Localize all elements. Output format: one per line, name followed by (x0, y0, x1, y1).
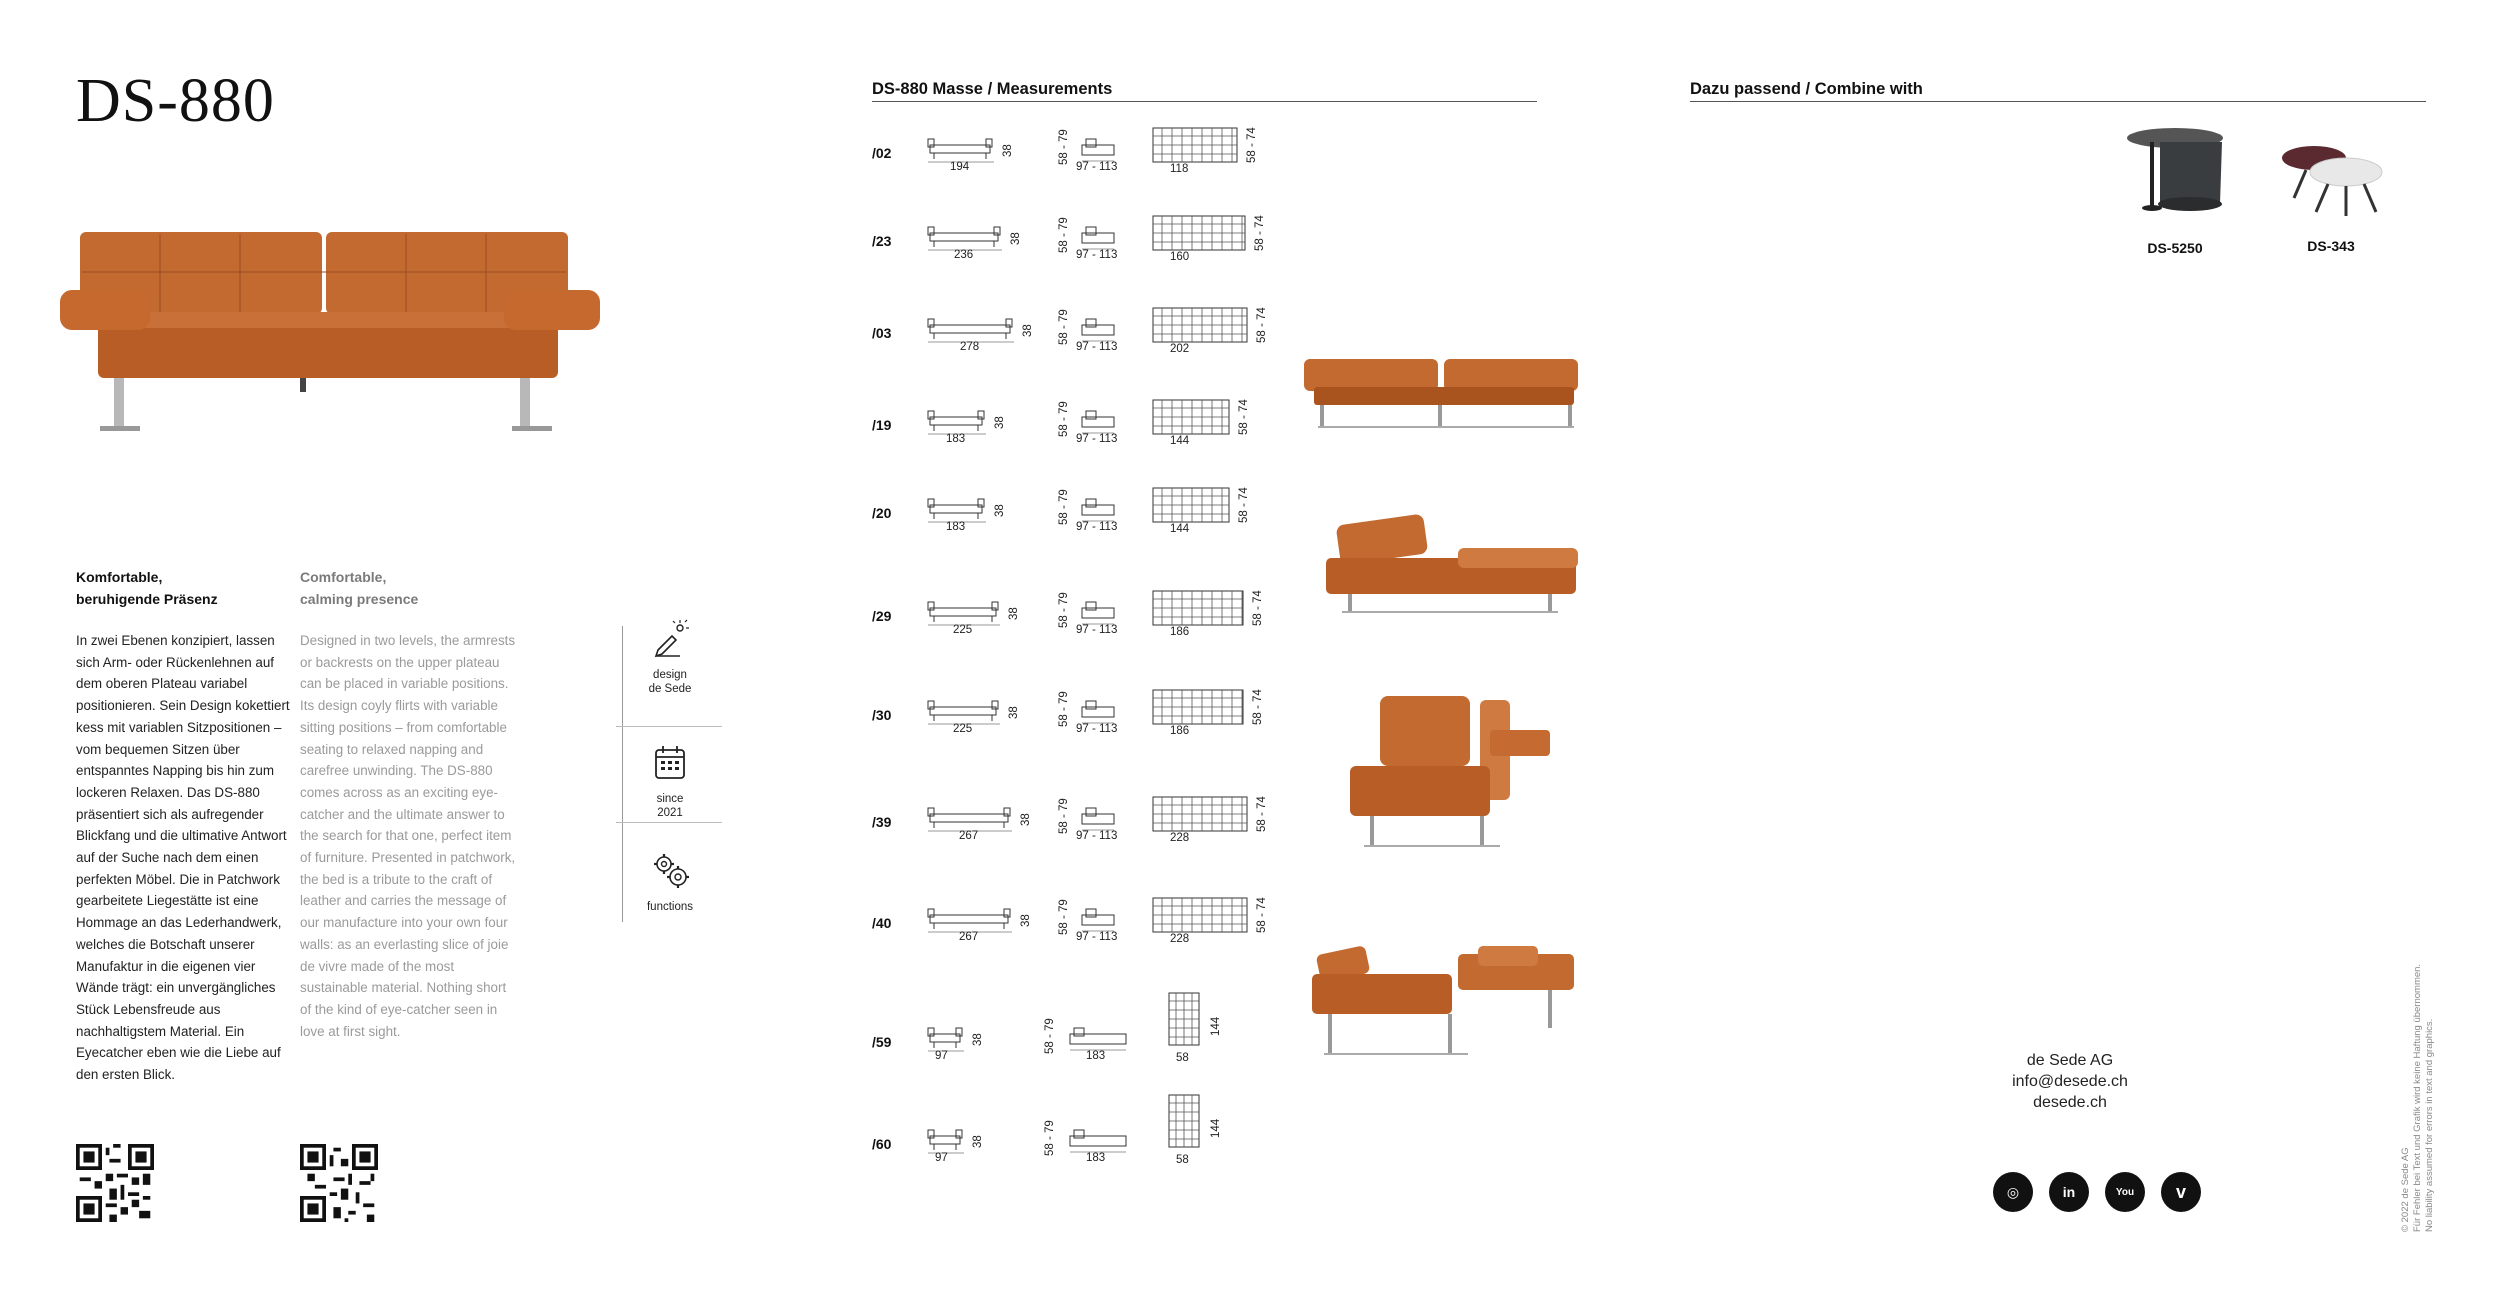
width-label: 225 (953, 723, 973, 735)
calendar-icon (650, 742, 690, 782)
side-view-drawing (1080, 806, 1120, 832)
side-view-drawing (1080, 409, 1120, 435)
model-code: /30 (872, 707, 892, 723)
plan-width-label: 186 (1170, 725, 1190, 737)
plan-height-label: 144 (1210, 1016, 1222, 1036)
top-view-grid-drawing (1168, 1094, 1200, 1148)
model-code: /40 (872, 915, 892, 931)
depth-label: 97 - 113 (1076, 433, 1118, 445)
seat-height-label: 58 - 79 (1044, 1018, 1056, 1054)
heading-en: Comfortable, calming presence (300, 569, 419, 607)
feature-separator (616, 726, 722, 727)
side-view-drawing (1080, 317, 1120, 343)
plan-width-label: 186 (1170, 626, 1190, 638)
combine-title: Dazu passend / Combine with (1690, 80, 1923, 98)
plan-height-label: 58 - 74 (1256, 796, 1268, 832)
body-text-de: In zwei Ebenen konzipiert, lassen sich Arm- oder Rückenlehnen auf dem oberen Plateau variabel positionieren. Sein Design kokettiert kess mit variablen Sitzpositionen – vom bequemen Sitzen über entspanntes Napping bis hin zum lockeren Relaxen. Das DS-880 präsentiert sich als aufregender Blickfang und die ultimative Antwort auf der Suche nach dem einen perfekten Möbel. Die in Patchwork gearbeitete Liegestätte ist eine Hommage an das Lederhandwerk, welches die Botschaft unserer Manufaktur in die eigenen vier Wände trägt: ein unvergängliches Stück Lebensfreude aus nachhaltigstem Material. Ein Eyecatcher eben wie die Liebe auf den ersten Blick. (76, 633, 290, 1083)
top-view-grid-drawing (1152, 307, 1248, 343)
model-code: /19 (872, 417, 892, 433)
seat-height-label: 58 - 79 (1058, 401, 1070, 437)
width-label: 225 (953, 624, 973, 636)
youtube-icon[interactable]: You (2105, 1172, 2145, 1212)
seat-height-label: 58 - 79 (1058, 691, 1070, 727)
width-label: 183 (946, 433, 966, 445)
plan-width-label: 58 (1176, 1052, 1189, 1064)
design-pen-icon (650, 618, 690, 658)
top-view-grid-drawing (1152, 215, 1246, 251)
seat-height-label: 58 - 79 (1058, 309, 1070, 345)
seat-height-label: 58 - 79 (1058, 489, 1070, 525)
plan-height-label: 58 - 74 (1246, 127, 1258, 163)
combine-item-label: DS-343 (2307, 238, 2355, 254)
seat-height-label: 58 - 79 (1058, 592, 1070, 628)
company-name: de Sede AG (2026, 1052, 2114, 1069)
plan-width-label: 58 (1176, 1154, 1189, 1166)
top-view-grid-drawing (1152, 689, 1244, 725)
width-label: 267 (959, 931, 979, 943)
plan-height-label: 58 - 74 (1256, 897, 1268, 933)
ds-5250-table-image[interactable] (2120, 118, 2230, 228)
copyright-notice (2400, 932, 2436, 1232)
feature-since-label: since 2021 (656, 793, 684, 819)
plan-height-label: 144 (1210, 1118, 1222, 1138)
model-code: /03 (872, 325, 892, 341)
width-label: 236 (954, 249, 974, 261)
model-code: /59 (872, 1034, 892, 1050)
gears-icon (650, 850, 690, 890)
plan-height-label: 58 - 74 (1254, 215, 1266, 251)
height-label: 38 (1008, 607, 1020, 620)
seat-height-label: 58 - 79 (1058, 217, 1070, 253)
depth-label: 97 - 113 (1076, 624, 1118, 636)
sofa-photo-chaise (1308, 480, 1598, 640)
sofa-photo-back (1298, 940, 1588, 1070)
sofa-photo-angle (1340, 686, 1610, 856)
seat-height-label: 58 - 79 (1058, 899, 1070, 935)
top-view-grid-drawing (1152, 127, 1238, 163)
plan-width-label: 144 (1170, 435, 1190, 447)
depth-label: 97 - 113 (1076, 723, 1118, 735)
instagram-icon[interactable]: ◎ (1993, 1172, 2033, 1212)
seat-height-label: 58 - 79 (1044, 1120, 1056, 1156)
page-title: DS-880 (76, 67, 275, 135)
feature-design (618, 618, 722, 696)
side-view-drawing (1080, 600, 1120, 626)
side-view-drawing (1080, 497, 1120, 523)
plan-width-label: 160 (1170, 251, 1190, 263)
website-link[interactable]: desede.ch (2033, 1094, 2107, 1111)
ds-343-table-image[interactable] (2276, 128, 2386, 238)
side-view-drawing (1080, 699, 1120, 725)
copyright-line: © 2022 de Sede AG (2400, 1147, 2411, 1232)
top-view-grid-drawing (1152, 897, 1248, 933)
height-label: 38 (1002, 144, 1014, 157)
plan-height-label: 58 - 74 (1256, 307, 1268, 343)
feature-since (618, 742, 722, 820)
side-view-drawing (1080, 225, 1120, 251)
plan-width-label: 228 (1170, 933, 1190, 945)
seat-height-label: 58 - 79 (1058, 798, 1070, 834)
height-label: 38 (1010, 232, 1022, 245)
feature-functions (618, 850, 722, 914)
plan-width-label: 228 (1170, 832, 1190, 844)
plan-height-label: 58 - 74 (1252, 689, 1264, 725)
depth-label: 97 - 113 (1076, 931, 1118, 943)
plan-height-label: 58 - 74 (1252, 590, 1264, 626)
hero-sofa-image (60, 222, 600, 442)
model-code: /39 (872, 814, 892, 830)
top-view-grid-drawing (1168, 992, 1200, 1046)
depth-label: 183 (1086, 1152, 1106, 1164)
depth-label: 183 (1086, 1050, 1106, 1062)
side-view-drawing (1080, 907, 1120, 933)
height-label: 38 (972, 1033, 984, 1046)
plan-width-label: 118 (1170, 163, 1189, 175)
disclaimer-en: No liability assumed for errors in text and graphics. (2424, 1018, 2435, 1232)
contact-block (1960, 1050, 2180, 1113)
combine-rule (1690, 101, 2426, 102)
width-label: 183 (946, 521, 966, 533)
depth-label: 97 - 113 (1076, 249, 1118, 261)
measurements-title: DS-880 Masse / Measurements (872, 80, 1113, 98)
side-view-drawing (1068, 1026, 1128, 1052)
height-label: 38 (972, 1135, 984, 1148)
model-code: /60 (872, 1136, 892, 1152)
depth-label: 97 - 113 (1076, 341, 1118, 353)
model-code: /29 (872, 608, 892, 624)
top-view-grid-drawing (1152, 590, 1244, 626)
height-label: 38 (994, 416, 1006, 429)
height-label: 38 (1008, 706, 1020, 719)
plan-width-label: 144 (1170, 523, 1190, 535)
linkedin-icon[interactable]: in (2049, 1172, 2089, 1212)
plan-height-label: 58 - 74 (1238, 399, 1250, 435)
qr-code-en[interactable] (300, 1144, 378, 1222)
combine-item-label: DS-5250 (2147, 240, 2203, 256)
width-label: 194 (950, 161, 970, 173)
sofa-photo-straight (1298, 310, 1588, 470)
depth-label: 97 - 113 (1076, 830, 1118, 842)
width-label: 267 (959, 830, 979, 842)
width-label: 97 (935, 1050, 948, 1062)
qr-code-de[interactable] (76, 1144, 154, 1222)
width-label: 97 (935, 1152, 948, 1164)
height-label: 38 (994, 504, 1006, 517)
width-label: 278 (960, 341, 980, 353)
height-label: 38 (1020, 914, 1032, 927)
heading-de: Komfortable, beruhigende Präsenz (76, 569, 218, 607)
depth-label: 97 - 113 (1076, 521, 1118, 533)
side-view-drawing (1080, 137, 1120, 163)
model-code: /20 (872, 505, 892, 521)
plan-width-label: 202 (1170, 343, 1190, 355)
disclaimer-de: Für Fehler bei Text und Grafik wird keine Haftung übernommen. (2412, 963, 2423, 1232)
model-code: /02 (872, 145, 892, 161)
height-label: 38 (1020, 813, 1032, 826)
side-view-drawing (1068, 1128, 1128, 1154)
vimeo-icon[interactable]: v (2161, 1172, 2201, 1212)
height-label: 38 (1022, 324, 1034, 337)
feature-design-label: design de Sede (648, 669, 692, 695)
email-link[interactable]: info@desede.ch (2012, 1073, 2128, 1090)
plan-height-label: 58 - 74 (1238, 487, 1250, 523)
top-view-grid-drawing (1152, 487, 1230, 523)
top-view-grid-drawing (1152, 796, 1248, 832)
feature-functions-label: functions (646, 901, 694, 913)
depth-label: 97 - 113 (1076, 161, 1118, 173)
top-view-grid-drawing (1152, 399, 1230, 435)
measurements-rule (872, 101, 1537, 102)
model-code: /23 (872, 233, 892, 249)
seat-height-label: 58 - 79 (1058, 129, 1070, 165)
feature-separator (616, 822, 722, 823)
body-text-en: Designed in two levels, the armrests or backrests on the upper plateau can be placed in variable positions. Its design coyly flirts with variable sitting positions – from comfortable seating to relaxed napping and carefree unwinding. The DS-880 comes across as an exciting eye-catcher and the ultimate answer to the search for that one, perfect item of furniture. Presented in patchwork, the bed is a tribute to the craft of leather and carries the message of our manufacture into your own four walls: as an everlasting slice of joie de vivre made of the most sustainable material. Nothing short of the kind of eye-catcher seen in love at first sight. (300, 633, 516, 1039)
